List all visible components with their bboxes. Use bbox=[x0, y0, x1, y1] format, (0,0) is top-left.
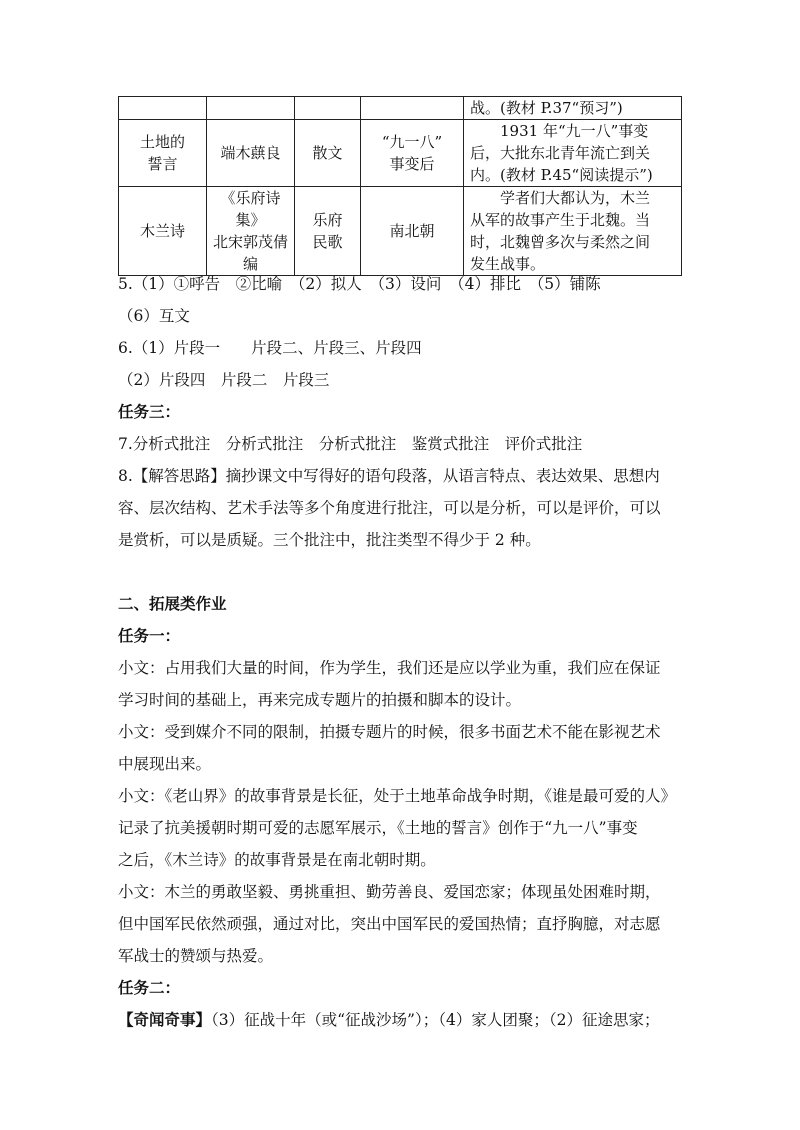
paragraph: 小文：《老山界》的故事背景是长征，处于土地革命战争时期，《谁是最可爱的人》 bbox=[118, 787, 677, 805]
answer-7: 7.分析式批注 分析式批注 分析式批注 鉴赏式批注 评价式批注 bbox=[118, 435, 583, 453]
section-2-heading: 二、拓展类作业 bbox=[118, 595, 227, 613]
paragraph: 军战士的赞颂与热爱。 bbox=[118, 947, 274, 965]
table-cell-genre: 散文 bbox=[295, 120, 361, 187]
table-cell-genre: 乐府 民歌 bbox=[295, 187, 361, 276]
paragraph: 小文：占用我们大量的时间，作为学生，我们还是应以学业为重，我们应在保证 bbox=[118, 659, 661, 677]
table-cell-background: “九一八” 事变后 bbox=[361, 120, 464, 187]
answer-5-cont: （6）互文 bbox=[118, 307, 190, 325]
table-cell-background: 南北朝 bbox=[361, 187, 464, 276]
answer-6: 6.（1）片段一 片段二、片段三、片段四 bbox=[118, 339, 422, 357]
table-row bbox=[119, 187, 682, 276]
table-row bbox=[119, 97, 682, 120]
paragraph: 之后，《木兰诗》的故事背景是在南北朝时期。 bbox=[118, 851, 436, 869]
task-3-heading: 任务三： bbox=[118, 403, 181, 421]
answer-8-cont: 容、层次结构、艺术手法等多个角度进行批注，可以是分析，可以是评价，可以 bbox=[118, 499, 661, 517]
task-1-heading: 任务一： bbox=[118, 627, 181, 645]
answer-8-cont: 是赏析，可以是质疑。三个批注中，批注类型不得少于 2 种。 bbox=[118, 531, 541, 549]
table-cell-author: 《乐府诗集》 北宋郭茂倩 编 bbox=[207, 187, 295, 276]
paragraph: 小文：木兰的勇敢坚毅、勇挑重担、勤劳善良、爱国恋家；体现虽处困难时期， bbox=[118, 883, 661, 901]
task-2-heading: 任务二： bbox=[118, 979, 181, 997]
paragraph: 但中国军民依然顽强，通过对比，突出中国军民的爱国热情；直抒胸臆，对志愿 bbox=[118, 915, 661, 933]
paragraph: 中展现出来。 bbox=[118, 755, 212, 773]
table-row bbox=[119, 120, 682, 187]
paragraph: 小文：受到媒介不同的限制，拍摄专题片的时候，很多书面艺术不能在影视艺术 bbox=[118, 723, 661, 741]
answer-6-cont: （2）片段四 片段二 片段三 bbox=[118, 371, 330, 389]
table-cell-author: 端木蕻良 bbox=[207, 120, 295, 187]
table-cell-desc: 学者们大都认为，木兰 从军的故事产生于北魏。当 时，北魏曾多次与柔然之间 发生战事。 bbox=[464, 187, 682, 276]
table-cell-title: 土地的 誓言 bbox=[119, 120, 207, 187]
answer-8: 8.【解答思路】摘抄课文中写得好的语句段落，从语言特点、表达效果、思想内 bbox=[118, 467, 660, 485]
table-cell-desc: 1931 年“九一八”事变 后，大批东北青年流亡到关 内。(教材 P.45“阅读提示”) bbox=[464, 120, 682, 187]
paragraph: 记录了抗美援朝时期可爱的志愿军展示，《土地的誓言》创作于“九一八”事变 bbox=[118, 819, 638, 837]
paragraph: 学习时间的基础上，再来完成专题片的拍摄和脚本的设计。 bbox=[118, 691, 522, 709]
answer-table bbox=[118, 96, 682, 276]
paragraph: 【奇闻奇事】（3）征战十年（或“征战沙场”）；（4）家人团聚；（2）征途思家； bbox=[118, 1011, 660, 1029]
table-cell-title: 木兰诗 bbox=[119, 187, 207, 276]
answer-5: 5.（1）①呼告 ②比喻 （2）拟人 （3）设问 （4）排比 （5）铺陈 bbox=[118, 275, 601, 293]
table-cell-desc: 战。(教材 P.37“预习”) bbox=[464, 97, 682, 120]
